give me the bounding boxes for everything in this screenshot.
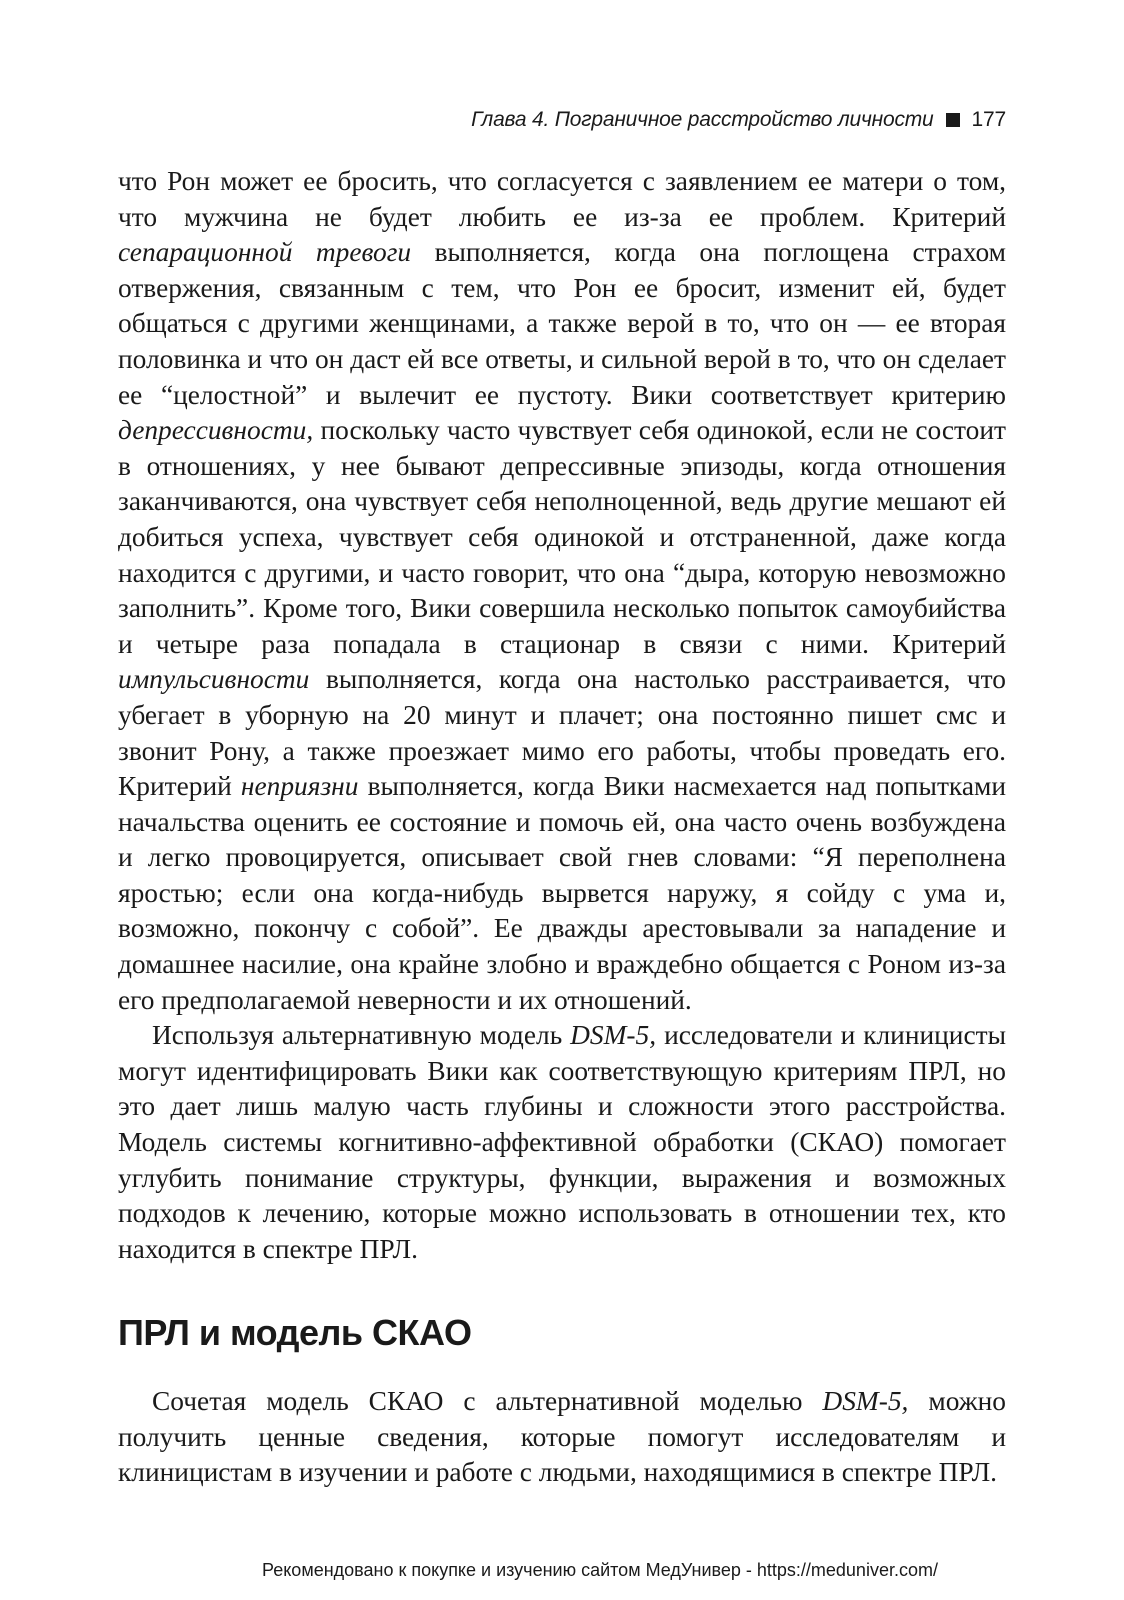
paragraph-1	[118, 164, 1006, 1018]
term-dsm5: DSM-5,	[570, 1020, 657, 1051]
paragraph-3	[118, 1384, 1006, 1491]
chapter-title: Глава 4. Пограничное расстройство личности	[471, 108, 934, 131]
page-number: 177	[971, 108, 1006, 131]
paragraph-2	[118, 1018, 1006, 1267]
term-dsm5-2: DSM-5,	[822, 1386, 909, 1416]
paragraph-1-text-2: выполняется, когда она поглощена страхом отвержения, связанным с тем, что Рон ее бросит, изменит ей, будет общаться с другими женщинами, а также верой в то, что он — ее вторая половинка и что он даст ей все ответы, и сильной верой в то, что он сделает ее “целостной” и вылечит ее пустоту. Вики соответствует критерию	[118, 237, 1006, 410]
paragraph-3-text-2: можно получить ценные сведения, которые помогут исследователям и клиницистам в изучении и работе с людьми, находящимися в спектре ПРЛ.	[118, 1386, 1006, 1488]
term-hostility: неприязни	[240, 771, 359, 802]
term-impulsivity: импульсивности	[118, 664, 310, 695]
paragraph-3-text-1: Сочетая модель СКАО с альтернативной моделью	[152, 1386, 823, 1416]
paragraph-1-text-3: поскольку часто чувствует себя одинокой, если не состоит в отношениях, у нее бывают депрессивные эпизоды, когда отношения заканчиваются, она чувствует себя неполноценной, ведь другие мешают ей добиться успеха, чувствует себя одинокой и отстраненной, даже когда находится с другими, и часто говорит, что она “дыра, которую невозможно заполнить”. Кроме того, Вики совершила несколько попыток самоубийства и четыре раза попадала в стационар в связи с ними. Критерий	[118, 415, 1006, 659]
body-text-lower	[118, 1384, 1006, 1491]
running-head	[471, 108, 1006, 132]
paragraph-1-text-5: выполняется, когда Вики насмехается над попытками начальства оценить ее состояние и помочь ей, она часто очень возбуждена и легко провоцируется, описывает свой гнев словами: “Я переполнена яростью; если она когда-нибудь вырвется наружу, я сойду с ума и, возможно, покончу с собой”. Ее дважды арестовывали за нападение и домашнее насилие, она крайне злобно и враждебно общается с Роном из-за его предполагаемой неверности и их отношений.	[118, 771, 1006, 1015]
section-heading: ПРЛ и модель СКАО	[118, 1312, 472, 1353]
paragraph-2-text-1: Используя альтернативную модель	[152, 1020, 571, 1051]
separator-square-icon	[946, 113, 960, 127]
footer-watermark-note: Рекомендовано к покупке и изучению сайтом МедУнивер - https://meduniver.com/	[262, 1560, 938, 1580]
paragraph-2-text-2: исследователи и клиницисты могут идентифицировать Вики как соответствующую критериям ПРЛ, но это дает лишь малую часть глубины и сложности этого расстройства. Модель системы когнитивно-аффективной обработки (СКАО) помогает углубить понимание структуры, функции, выражения и возможных подходов к лечению, которые можно использовать в отношении тех, кто находится в спектре ПРЛ.	[118, 1020, 1006, 1264]
term-separation-anxiety: сепарационной тревоги	[118, 237, 412, 268]
paragraph-1-text-1: что Рон может ее бросить, что согласуется с заявлением ее матери о том, что мужчина не будет любить ее из-за ее проблем. Критерий	[118, 166, 1006, 232]
paragraph-1-text-4: выполняется, когда она настолько расстраивается, что убегает в уборную на 20 минут и плачет; она постоянно пишет смс и звонит Рону, а также проезжает мимо его работы, чтобы проведать его. Критерий	[118, 664, 1006, 802]
term-depressivity: депрессивности,	[118, 415, 314, 446]
body-text-upper	[118, 164, 1006, 1267]
